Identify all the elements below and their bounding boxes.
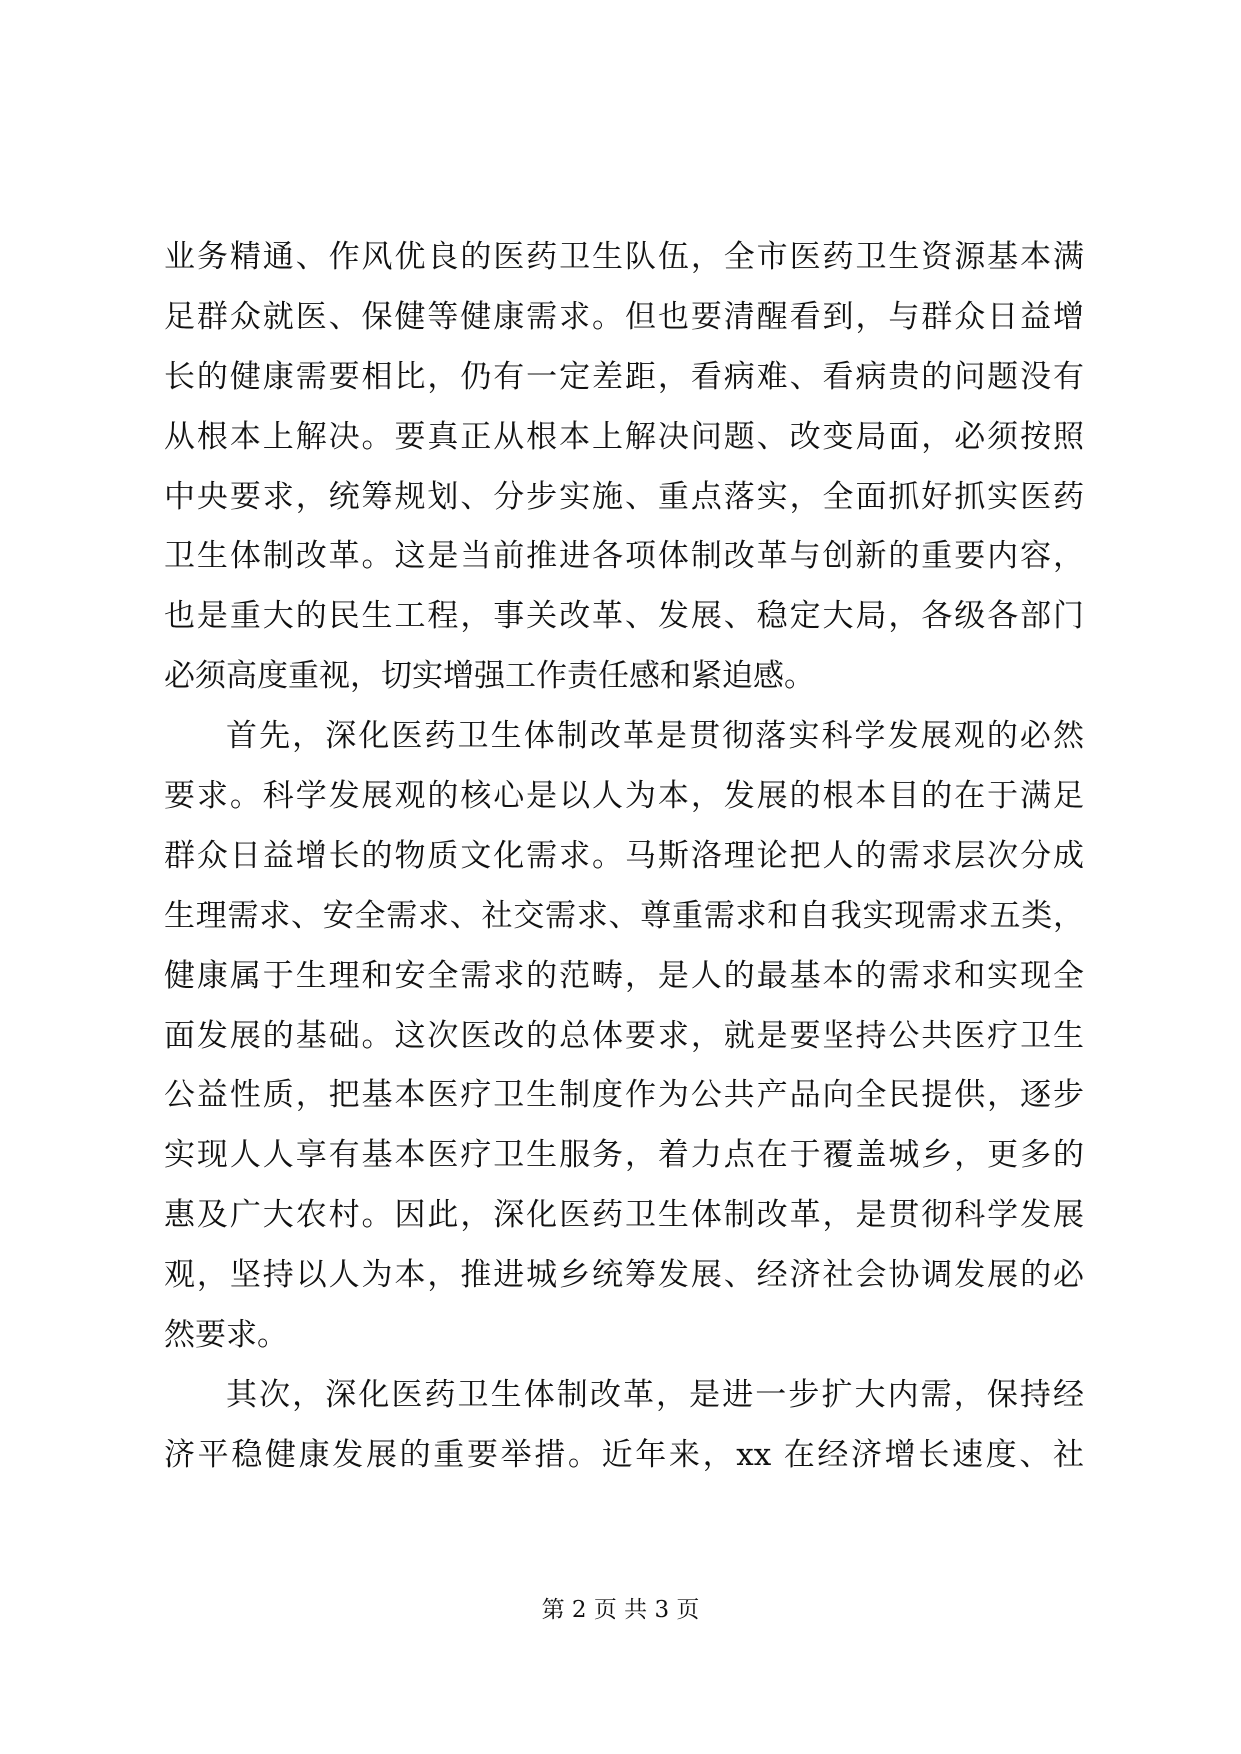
paragraph — [164, 707, 1084, 1366]
text-line: 首先，深化医药卫生体制改革是贯彻落实科学发展观的必然 — [226, 718, 1084, 755]
text-line: 济平稳健康发展的重要举措。近年来，xx 在经济增长速度、社 — [164, 1436, 1084, 1473]
text-line: 生理需求、安全需求、社交需求、尊重需求和自我实现需求五类， — [164, 897, 1084, 934]
text-line: 卫生体制改革。这是当前推进各项体制改革与创新的重要内容， — [164, 538, 1084, 575]
text-line: 然要求。 — [164, 1317, 288, 1354]
text-line: 实现人人享有基本医疗卫生服务，着力点在于覆盖城乡，更多的 — [164, 1137, 1084, 1174]
document-body — [164, 228, 1084, 1486]
text-line: 其次，深化医药卫生体制改革，是进一步扩大内需，保持经 — [226, 1376, 1084, 1413]
text-line: 从根本上解决。要真正从根本上解决问题、改变局面，必须按照 — [164, 418, 1084, 455]
text-line: 足群众就医、保健等健康需求。但也要清醒看到，与群众日益增 — [164, 298, 1084, 335]
text-line: 要求。科学发展观的核心是以人为本，发展的根本目的在于满足 — [164, 778, 1084, 815]
text-line: 业务精通、作风优良的医药卫生队伍，全市医药卫生资源基本满 — [164, 239, 1084, 275]
page-number-footer: 第 2 页 共 3 页 — [541, 1597, 700, 1623]
paragraph — [164, 228, 1084, 707]
text-line: 中央要求，统筹规划、分步实施、重点落实，全面抓好抓实医药 — [164, 478, 1084, 515]
text-line: 观，坚持以人为本，推进城乡统筹发展、经济社会协调发展的必 — [164, 1257, 1084, 1294]
text-line: 群众日益增长的物质文化需求。马斯洛理论把人的需求层次分成 — [164, 837, 1084, 874]
paragraph — [164, 1366, 1084, 1486]
text-line: 健康属于生理和安全需求的范畴，是人的最基本的需求和实现全 — [164, 957, 1084, 994]
text-line: 必须高度重视，切实增强工作责任感和紧迫感。 — [164, 658, 815, 695]
text-line: 惠及广大农村。因此，深化医药卫生体制改革，是贯彻科学发展 — [164, 1197, 1084, 1234]
text-line: 长的健康需要相比，仍有一定差距，看病难、看病贵的问题没有 — [164, 358, 1084, 395]
text-line: 也是重大的民生工程，事关改革、发展、稳定大局，各级各部门 — [164, 598, 1084, 635]
text-line: 面发展的基础。这次医改的总体要求，就是要坚持公共医疗卫生 — [164, 1017, 1084, 1054]
text-line: 公益性质，把基本医疗卫生制度作为公共产品向全民提供，逐步 — [164, 1077, 1084, 1114]
